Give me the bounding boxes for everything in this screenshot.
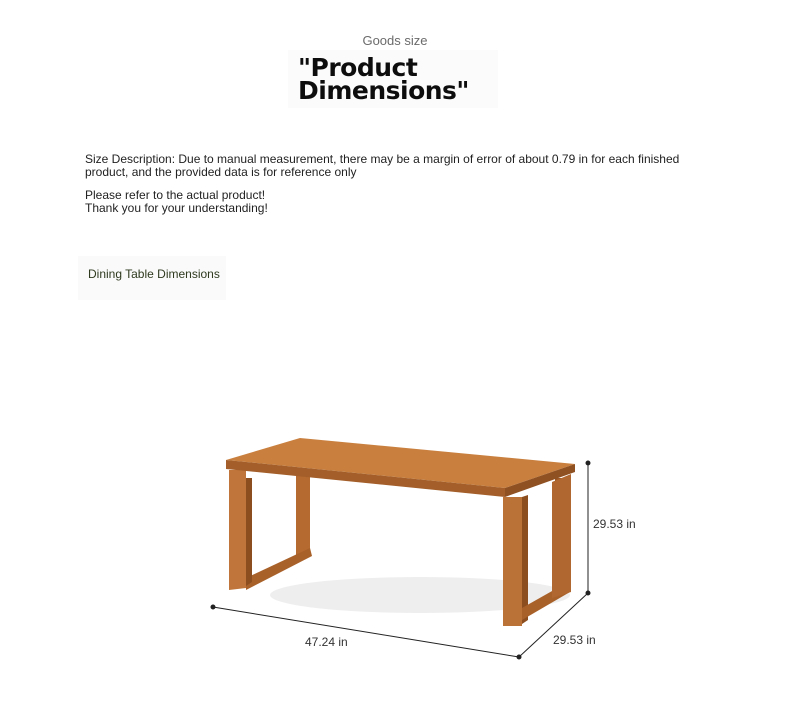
leg-front-left: [229, 470, 246, 590]
description-text: Size Description: Due to manual measurement, there may be a margin of error of about 0.79 in for each finished product, and the provided data is for reference only: [85, 152, 680, 179]
thanks-text: Thank you for your understanding!: [85, 201, 268, 215]
length-line: [213, 607, 519, 657]
length-label: 47.24 in: [305, 635, 348, 649]
height-end-top: [586, 461, 590, 465]
rail-left-bottom: [246, 548, 312, 590]
height-label: 29.53 in: [593, 517, 636, 531]
title-line-1: "Product: [298, 53, 418, 82]
section-label: Dining Table Dimensions: [88, 267, 220, 281]
leg-back-left: [296, 475, 310, 555]
refer-text: Please refer to the actual product!: [85, 188, 266, 202]
leg-front-right-inner: [522, 495, 528, 624]
depth-label: 29.53 in: [553, 633, 596, 647]
goods-size-subtitle: Goods size: [362, 33, 428, 48]
length-end-left: [211, 605, 215, 609]
leg-side-right: [552, 474, 571, 598]
title-line-2: Dimensions": [298, 76, 469, 105]
leg-front-left-inner: [246, 478, 252, 586]
leg-front-right: [503, 497, 522, 626]
dimension-lines: [211, 461, 590, 659]
